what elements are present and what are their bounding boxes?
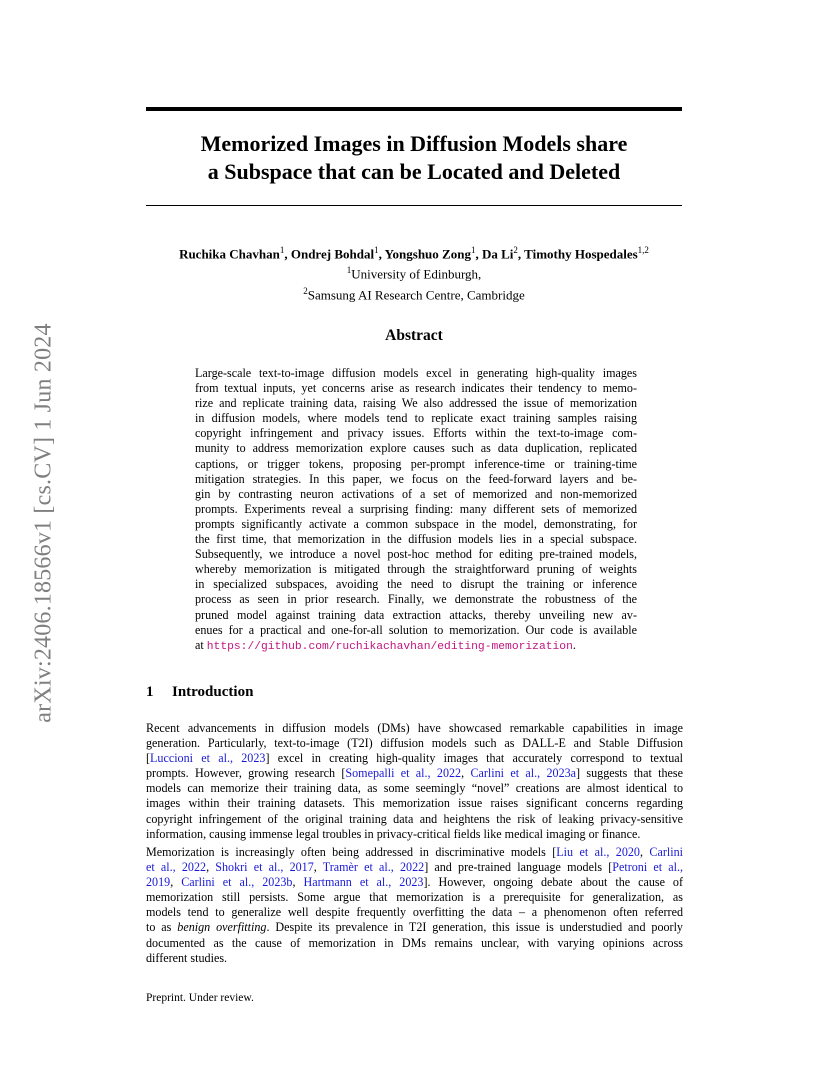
abstract-line: enues for a practical and one-for-all solution to memorization. Our code is available xyxy=(195,622,637,637)
abstract-line: mitigation strategies. In this paper, we focus on the feed-forward layers and be- xyxy=(195,471,637,486)
abstract-line: from textual inputs, yet concerns arise as research indicates their tendency to memo- xyxy=(195,381,637,396)
text-line: generation. Particularly, text-to-image (T2I) diffusion models such as DALL-E and Stable Diffusion xyxy=(146,736,683,751)
citation-link[interactable]: Liu et al., 2020 xyxy=(556,845,640,859)
citation-link[interactable]: et al., 2022 xyxy=(146,860,207,875)
section-title: Introduction xyxy=(172,684,254,700)
affiliation-mark: 1 xyxy=(374,245,379,255)
text: to as xyxy=(146,920,178,935)
affiliation-2 xyxy=(120,283,708,303)
abstract-heading: Abstract xyxy=(385,327,443,344)
citation-link[interactable]: Somepalli et al., 2022 xyxy=(345,766,462,781)
text: ]. However, ongoing debate about the cause of xyxy=(423,875,684,890)
author-names: Ruchika Chavhan$^1$, Ondrej Bohdal$^1$, Yongshuo Zong$^1$, Da Li$^2$, Timothy Hospedales$^{1,2}$ xyxy=(179,245,649,262)
text-line: different studies. xyxy=(146,950,228,965)
text: . Despite its prevalence in T2I generation, this issue is understudied and poorly xyxy=(266,920,683,935)
author-name: Timothy Hospedales xyxy=(524,246,638,262)
affiliation-mark: 1 xyxy=(279,245,285,255)
text-line xyxy=(146,751,683,766)
title-line-1: Memorized Images in Diffusion Models share xyxy=(200,131,628,156)
preprint-footer: Preprint. Under review. xyxy=(146,992,254,1004)
abstract-line: pruned model against training data extraction attacks, thereby unveiling new av- xyxy=(195,607,637,622)
section-heading xyxy=(146,684,253,701)
abstract-line: the first time, that memorization in the diffusion models lies in a special subspace. xyxy=(195,532,637,547)
text-line: memorization still persists. Some argue that memorization is a prerequisite for generalization, as xyxy=(146,890,683,905)
title-top-rule xyxy=(146,107,682,111)
abstract-body xyxy=(195,366,637,655)
affiliation-1 xyxy=(120,262,708,282)
affiliation-mark: 1 xyxy=(470,245,476,255)
citation-link[interactable]: 2019 xyxy=(146,875,171,890)
text: prompts. However, growing research [ xyxy=(146,766,346,781)
title-bottom-rule xyxy=(146,205,682,206)
text-line: copyright infringement of the original training data and heightens the risk of leaking privacy-sensitive xyxy=(146,811,683,826)
citation-link[interactable]: Hartmann et al., 2023 xyxy=(303,875,424,890)
text-line: images within their training datasets. This memorization issue raises significant concerns regarding xyxy=(146,796,683,811)
text: ] suggests that these xyxy=(576,766,683,781)
text-line: models tend to generalize well despite frequently overfitting the data – a phenomenon often referred xyxy=(146,905,683,920)
text-line xyxy=(146,766,683,781)
abstract-line: process as seen in prior research. Finally, we demonstrate the robustness of the xyxy=(195,592,637,607)
abstract-line: prompts. Experiments reveal a surprising finding: many different sets of memorized xyxy=(195,501,637,516)
arxiv-identifier: arXiv:2406.18566v1 [cs.CV] 1 Jun 2024 xyxy=(30,323,57,723)
text-line xyxy=(146,920,683,935)
citation-link[interactable]: Petroni et al., xyxy=(612,860,684,875)
abstract-line: in diffusion models, where models tend to replicate exact training samples raising xyxy=(195,411,637,426)
author-name: Yongshuo Zong xyxy=(384,246,471,262)
intro-paragraph-1 xyxy=(146,721,683,842)
abstract-text: at xyxy=(195,637,207,652)
intro-paragraph-2 xyxy=(146,845,683,966)
code-link[interactable]: https://github.com/ruchikachavhan/editing-memorization xyxy=(206,640,573,653)
citation-link[interactable]: Luccioni et al., 2023 xyxy=(150,751,266,766)
emphasis: benign overfitting xyxy=(177,920,267,935)
author-block xyxy=(120,242,708,303)
abstract-line: rize and replicate training data, raising We also addressed the issue of memorization xyxy=(195,396,637,411)
citation-link[interactable]: Carlini et al., 2023a xyxy=(470,766,577,781)
text-line: documented as the cause of memorization in DMs remains unclear, with varying opinions across xyxy=(146,935,683,950)
citation-link[interactable]: Carlini et al., 2023b xyxy=(181,875,293,890)
abstract-line: gin by contrasting neuron activations of a set of memorized and non-memorized xyxy=(195,486,637,501)
text-line: models can memorize their training data, as some seemingly “novel” creations are almost identical to xyxy=(146,781,683,796)
text-line xyxy=(146,875,683,890)
abstract-line: whereby memorization is mitigated through the straightforward pruning of weights xyxy=(195,562,637,577)
text: Memorization is increasingly often being addressed in discriminative models [ xyxy=(146,845,557,859)
affiliation-text: University of Edinburgh, xyxy=(351,266,482,282)
affiliation-mark: 1,2 xyxy=(637,245,649,255)
text: , xyxy=(170,875,182,890)
citation-link[interactable]: Shokri et al., 2017 xyxy=(215,860,314,875)
author-name: Ondrej Bohdal xyxy=(290,246,375,262)
abstract-line: Large-scale text-to-image diffusion models excel in generating high-quality images xyxy=(195,366,637,380)
text-line xyxy=(146,860,683,875)
affiliation-mark: 1 xyxy=(346,265,352,276)
paper-title xyxy=(146,130,682,186)
affiliation-mark: 2 xyxy=(513,245,518,255)
text: , xyxy=(461,766,471,781)
text-line: Recent advancements in diffusion models (DMs) have showcased remarkable capabilities in image xyxy=(146,721,683,735)
abstract-last-line xyxy=(195,638,637,655)
abstract-line: Subsequently, we introduce a novel post-hoc method for editing pre-trained models, xyxy=(195,547,637,562)
text-line: information, causing immense legal troubles in privacy-critical fields like medical imaging or finance. xyxy=(146,826,641,841)
author-name: Da Li xyxy=(481,246,514,262)
affiliation-text: Samsung AI Research Centre, Cambridge xyxy=(307,286,525,302)
title-line-2: a Subspace that can be Located and Deleted xyxy=(207,159,621,184)
text: , xyxy=(313,860,323,875)
abstract-line: copyright infringement and privacy issues. Efforts within the text-to-image com- xyxy=(195,426,637,441)
citation-link[interactable]: Carlini xyxy=(649,845,684,859)
affiliation-mark: 2 xyxy=(303,285,308,296)
text: , xyxy=(639,845,650,859)
abstract-line: in specialized subspaces, avoiding the need to disrupt the training or inference xyxy=(195,577,637,592)
abstract-line: prompts significantly activate a common subspace in the model, demonstrating, for xyxy=(195,516,637,531)
text-line xyxy=(146,845,683,860)
abstract-text: . xyxy=(572,637,576,652)
text: ] excel in creating high-quality images that accurately correspond to textual xyxy=(265,751,683,766)
text: [ xyxy=(146,751,151,766)
text: , xyxy=(206,860,216,875)
author-name: Ruchika Chavhan xyxy=(179,246,280,262)
abstract-line: munity to address memorization explore causes such as data duplication, replicated xyxy=(195,441,637,456)
abstract-line: captions, or trigger tokens, proposing per-prompt inference-time or training-time xyxy=(195,456,637,471)
section-number: 1 xyxy=(146,684,154,700)
text: ] and pre-trained language models [ xyxy=(424,860,613,875)
text: , xyxy=(292,875,304,890)
citation-link[interactable]: Tramèr et al., 2022 xyxy=(322,860,425,875)
